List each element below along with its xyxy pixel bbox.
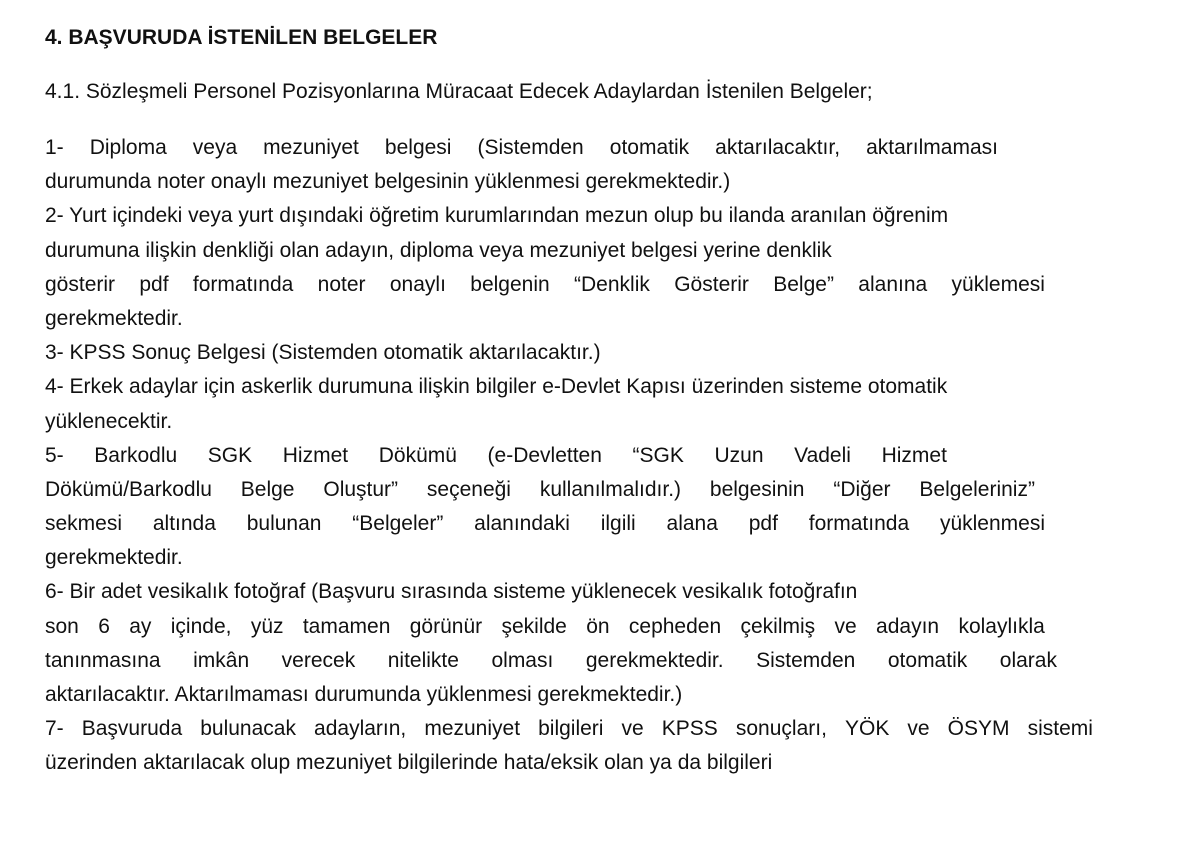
word: ön [586, 614, 610, 638]
text-line [45, 439, 947, 473]
word: formatında [192, 272, 294, 296]
word: tanınmasına [45, 648, 161, 672]
word: bulunan [246, 512, 322, 536]
word: son [45, 614, 79, 638]
word: 5- [45, 443, 64, 467]
word: ve [834, 614, 857, 638]
word: “SGK [632, 443, 684, 467]
word: ÖSYM [947, 717, 1010, 741]
text-line: 6- Bir adet vesikalık fotoğraf (Başvuru sırasında sisteme yüklenecek vesikalık fotoğrafın [45, 580, 858, 604]
word: ve [907, 717, 930, 741]
word: bilgileri [538, 717, 604, 741]
word: ilgili [600, 512, 636, 536]
word: olması [491, 648, 554, 672]
word: pdf [748, 512, 778, 536]
word: yüz [250, 614, 284, 638]
subsection-heading: 4.1. Sözleşmeli Personel Pozisyonlarına Müracaat Edecek Adaylardan İstenilen Belgeler; [45, 80, 873, 103]
word: KPSS [661, 717, 718, 741]
word: alanındaki [474, 512, 570, 536]
word: onaylı [389, 272, 446, 296]
word: alana [666, 512, 718, 536]
text-line: 3- KPSS Sonuç Belgesi (Sistemden otomatik aktarılacaktır.) [45, 341, 601, 365]
word: tamamen [302, 614, 391, 638]
word: aktarılacaktır, [715, 136, 841, 159]
word: altında [152, 512, 216, 536]
word: mezuniyet [263, 136, 359, 159]
word: formatında [808, 512, 910, 536]
text-line: gerekmektedir. [45, 306, 183, 330]
text-line: 2- Yurt içindeki veya yurt dışındaki öğretim kurumlarından mezun olup bu ilanda aranılan öğrenim [45, 204, 949, 228]
word: mezuniyet [424, 717, 521, 741]
word: kolaylıkla [958, 614, 1045, 638]
word: “Belgeler” [352, 512, 444, 536]
word: pdf [139, 272, 169, 296]
word: seçeneği [426, 477, 511, 501]
word: verecek [281, 648, 356, 672]
word: Uzun [714, 443, 764, 467]
word: Hizmet [282, 443, 349, 467]
word: (e-Devletten [487, 443, 602, 467]
word: gerekmektedir. [585, 648, 724, 672]
word: imkân [193, 648, 250, 672]
word: Gösterir [674, 272, 749, 296]
text-line [45, 610, 1045, 644]
word: alanına [858, 272, 928, 296]
word: olarak [999, 648, 1057, 672]
word: çekilmiş [740, 614, 816, 638]
word: “Denklik [574, 272, 650, 296]
word: cepheden [628, 614, 722, 638]
word: ve [621, 717, 644, 741]
word: 7- [45, 717, 64, 741]
word: Hizmet [881, 443, 947, 467]
word: sekmesi [45, 512, 123, 536]
text-line [45, 712, 1093, 746]
word: bulunacak [200, 717, 296, 741]
word: Barkodlu [94, 443, 178, 467]
word: gösterir [45, 272, 116, 296]
text-line [45, 507, 1045, 541]
required-documents-list [45, 131, 1105, 781]
text-line: üzerinden aktarılacak olup mezuniyet bilgilerinde hata/eksik olan ya da bilgileri [45, 751, 773, 775]
word: içinde, [170, 614, 232, 638]
word: Belge” [773, 272, 834, 296]
word: kullanılmalıdır.) [539, 477, 682, 501]
text-line [45, 268, 1045, 302]
word: görünür [409, 614, 483, 638]
word: Oluştur” [323, 477, 399, 501]
word: otomatik [887, 648, 968, 672]
text-line [45, 131, 998, 165]
word: Sistemden [756, 648, 856, 672]
section-heading: 4. BAŞVURUDA İSTENİLEN BELGELER [45, 26, 438, 49]
word: Vadeli [794, 443, 851, 467]
word: yüklenmesi [939, 512, 1045, 536]
word: noter [317, 272, 366, 296]
word: 1- [45, 136, 64, 159]
text-line: aktarılacaktır. Aktarılmaması durumunda yüklenmesi gerekmektedir.) [45, 683, 683, 706]
text-line: 4- Erkek adaylar için askerlik durumuna ilişkin bilgiler e-Devlet Kapısı üzerinden sisteme otomatik [45, 375, 948, 399]
word: Belge [240, 477, 295, 501]
word: adayın [876, 614, 940, 638]
word: Dökümü/Barkodlu [45, 477, 212, 501]
word: SGK [207, 443, 253, 467]
text-line [45, 644, 1057, 678]
word: Belgeleriniz” [919, 477, 1035, 501]
word: (Sistemden [477, 136, 584, 159]
word: Dökümü [378, 443, 457, 467]
word: Diploma [89, 136, 167, 159]
word: ay [129, 614, 152, 638]
word: aktarılmaması [866, 136, 998, 159]
word: belgesi [384, 136, 452, 159]
word: veya [192, 136, 238, 159]
text-line: durumuna ilişkin denkliği olan adayın, diploma veya mezuniyet belgesi yerine denklik [45, 238, 832, 262]
word: nitelikte [387, 648, 459, 672]
text-line [45, 473, 1035, 507]
word: belgenin [470, 272, 550, 296]
word: şekilde [501, 614, 567, 638]
word: Başvuruda [81, 717, 183, 741]
word: otomatik [609, 136, 690, 159]
word: belgesinin [709, 477, 805, 501]
word: adayların, [314, 717, 407, 741]
word: sistemi [1027, 717, 1093, 741]
word: sonuçları, [735, 717, 827, 741]
word: yüklemesi [951, 272, 1045, 296]
word: “Diğer [833, 477, 891, 501]
word: 6 [98, 614, 110, 638]
text-line: durumunda noter onaylı mezuniyet belgesinin yüklenmesi gerekmektedir.) [45, 170, 731, 194]
word: YÖK [844, 717, 890, 741]
text-line: yüklenecektir. [45, 409, 173, 433]
text-line: gerekmektedir. [45, 546, 183, 570]
